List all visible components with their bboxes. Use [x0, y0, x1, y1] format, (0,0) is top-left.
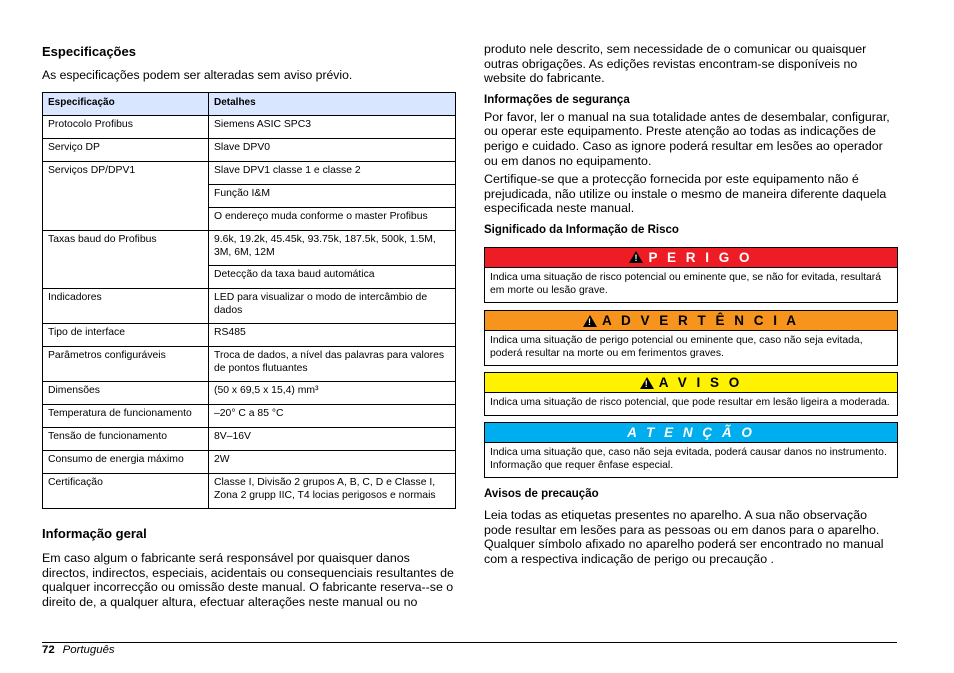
- row-label: Serviço DP: [43, 139, 209, 162]
- page-number: 72: [42, 644, 55, 656]
- row-detail: Troca de dados, a nível das palavras para valores de pontos flutuantes: [209, 347, 456, 382]
- hazard-text: Indica uma situação que, caso não seja evitada, poderá causar danos no instrumento. Informação que requer ênfase especial.: [490, 446, 887, 471]
- table-row: [43, 474, 456, 509]
- row-detail: 9.6k, 19.2k, 45.45k, 93.75k, 187.5k, 500k, 1.5M, 3M, 6M, 12M: [209, 231, 456, 266]
- row-label: Taxas baud do Profibus: [43, 231, 209, 289]
- hazard-header-warning: [485, 311, 897, 331]
- row-detail: Slave DPV1 classe 1 e classe 2: [209, 162, 456, 185]
- header-details: Detalhes: [209, 92, 456, 116]
- header-specification: Especificação: [43, 92, 209, 116]
- row-detail: Classe I, Divisão 2 grupos A, B, C, D e Classe I, Zona 2 grupp IIC, T4 locias perigosos e normais: [209, 474, 456, 509]
- hazard-header-danger: [485, 248, 897, 268]
- table-row: [43, 289, 456, 324]
- spec-table-header: [43, 92, 456, 116]
- footer-divider: [42, 642, 897, 643]
- page-footer: [42, 644, 115, 656]
- row-detail: LED para visualizar o modo de intercâmbio de dados: [209, 289, 456, 324]
- spec-heading: Especificações: [42, 44, 136, 59]
- hazard-header-notice: [485, 423, 897, 443]
- continued-text: produto nele descrito, sem necessidade de o comunicar ou quaisquer outras obrigações. As edições revistas encontram-se disponíveis no website do fabricante.: [484, 42, 867, 86]
- warning-triangle-icon: [583, 315, 597, 327]
- safety-heading: Informações de segurança: [484, 93, 630, 106]
- hazard-box-danger: [484, 247, 898, 303]
- safety-paragraph-1: Por favor, ler o manual na sua totalidade antes de desembalar, configurar, ou operar este equipamento. Preste atenção ao todas as indicações de perigo e cuidado. Caso as ignore poderá resultar em lesões ao operador ou em danos no equipamento.: [484, 109, 890, 168]
- hazard-box-notice: [484, 422, 898, 478]
- row-detail: Slave DPV0: [209, 139, 456, 162]
- hazard-text: Indica uma situação de risco potencial ou eminente que, se não for evitada, resultará em morte ou lesão grave.: [490, 271, 882, 296]
- warning-triangle-icon: [640, 377, 654, 389]
- row-detail: O endereço muda conforme o master Profibus: [209, 208, 456, 231]
- general-text: Em caso algum o fabricante será responsável por quaisquer danos directos, indirectos, especiais, acidentais ou consequenciais resultantes de qualquer incorrecção ou omissão deste manual. O fabricante reserva--se o direito de, a qualquer altura, efectuar alterações neste manual ou no: [42, 551, 454, 609]
- hazard-header-caution: [485, 373, 897, 393]
- hazard-title: A V I S O: [658, 375, 743, 391]
- row-label: Protocolo Profibus: [43, 116, 209, 139]
- table-row: [43, 139, 456, 162]
- row-detail: Função I&M: [209, 185, 456, 208]
- row-label: Tipo de interface: [43, 324, 209, 347]
- row-detail: –20° C a 85 °C: [209, 405, 456, 428]
- table-row: [43, 405, 456, 428]
- hazard-text: Indica uma situação de risco potencial, que pode resultar em lesão ligeira a moderada.: [490, 397, 890, 409]
- row-detail: (50 x 69,5 x 15,4) mm³: [209, 382, 456, 405]
- row-label: Temperatura de funcionamento: [43, 405, 209, 428]
- precaution-heading: Avisos de precaução: [484, 488, 599, 501]
- table-row: [43, 231, 456, 266]
- hazard-box-warning: [484, 310, 898, 366]
- general-heading: Informação geral: [42, 526, 147, 542]
- row-detail: 2W: [209, 451, 456, 474]
- footer-language: Português: [62, 644, 115, 656]
- table-row: [43, 451, 456, 474]
- hazard-title: P E R I G O: [648, 249, 753, 265]
- row-detail: Siemens ASIC SPC3: [209, 116, 456, 139]
- row-detail: 8V–16V: [209, 428, 456, 451]
- row-label: Certificação: [43, 474, 209, 509]
- row-label: Parâmetros configuráveis: [43, 347, 209, 382]
- right-column: [484, 42, 897, 566]
- hazard-text: Indica uma situação de perigo potencial ou eminente que, caso não seja evitada, poderá resultar na morte ou em ferimentos graves.: [490, 335, 863, 359]
- row-label: Consumo de energia máximo: [43, 451, 209, 474]
- row-label: Indicadores: [43, 289, 209, 324]
- row-detail: RS485: [209, 324, 456, 347]
- table-row: [43, 347, 456, 382]
- precaution-text: Leia todas as etiquetas presentes no aparelho. A sua não observação pode resultar em lesões para as pessoas ou em danos para o aparelho. Qualquer símbolo afixado no aparelho poderá ser encontrado no manual com a respectiva indicação de perigo ou precaução .: [484, 508, 884, 566]
- row-label: Dimensões: [43, 382, 209, 405]
- table-row: [43, 428, 456, 451]
- hazard-box-caution: [484, 372, 898, 416]
- safety-paragraph-2: Certifique-se que a protecção fornecida por este equipamento não é prejudicada, não utilize ou instale o mesmo de maneira diferente daquela especificada neste manual.: [484, 172, 887, 216]
- hazard-title: A T E N Ç Ã O: [627, 424, 755, 440]
- row-label: Tensão de funcionamento: [43, 428, 209, 451]
- hazard-title: A D V E R T Ê N C I A: [601, 313, 799, 329]
- table-row: [43, 382, 456, 405]
- left-column: [42, 44, 456, 610]
- risk-heading: Significado da Informação de Risco: [484, 223, 679, 236]
- table-row: [43, 162, 456, 185]
- table-row: [43, 324, 456, 347]
- spec-table: [42, 92, 456, 510]
- table-row: [43, 116, 456, 139]
- spec-intro: As especificações podem ser alteradas sem aviso prévio.: [42, 68, 353, 82]
- row-label: Serviços DP/DPV1: [43, 162, 209, 231]
- warning-triangle-icon: [629, 251, 643, 263]
- row-detail: Detecção da taxa baud automática: [209, 266, 456, 289]
